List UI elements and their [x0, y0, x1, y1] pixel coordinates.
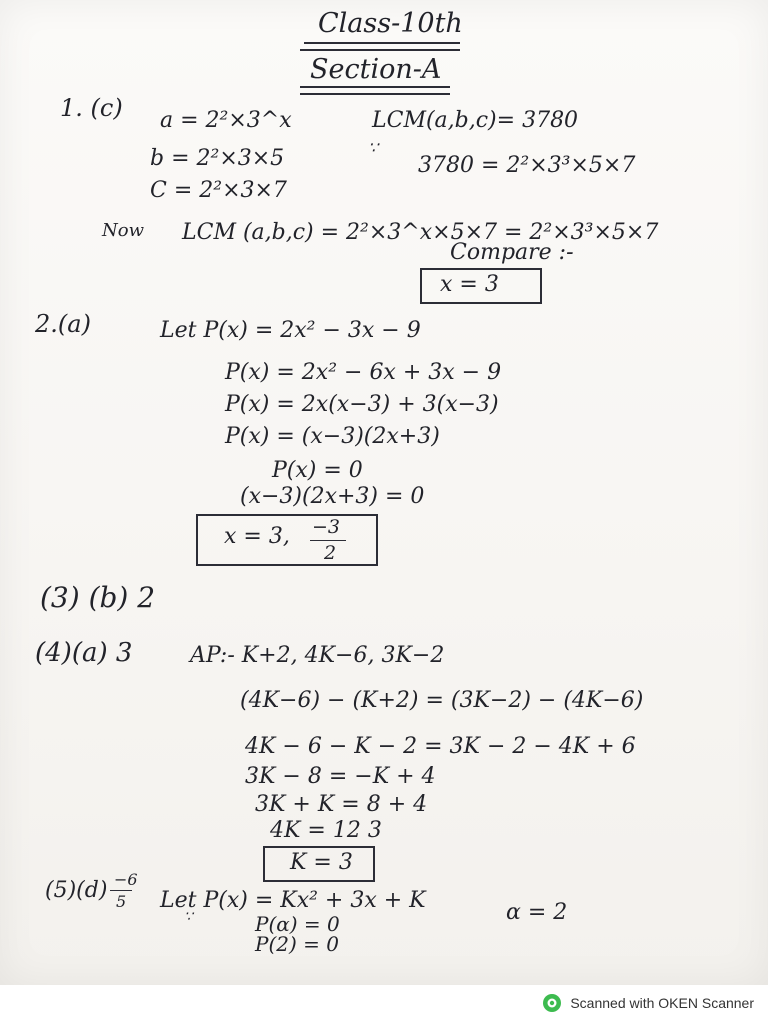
q4-line-2: 4K − 6 − K − 2 = 3K − 2 − 4K + 6 [245, 734, 636, 759]
q5-label: (5)(d) [45, 878, 108, 903]
q2-line-6: (x−3)(2x+3) = 0 [240, 484, 425, 509]
q4-line-4: 3K + K = 8 + 4 [255, 792, 428, 817]
q2-line-1: Let P(x) = 2x² − 3x − 9 [160, 318, 421, 343]
q1-lcm-given: LCM(a,b,c)= 3780 [372, 108, 579, 133]
section-underline [300, 86, 450, 88]
q2-line-4: P(x) = (x−3)(2x+3) [225, 424, 440, 449]
q1-now-equation: LCM (a,b,c) = 2²×3^x×5×7 = 2²×3³×5×7 [182, 220, 659, 245]
section-heading: Section-A [310, 54, 442, 85]
q2-line-5: P(x) = 0 [272, 458, 363, 483]
section-underline-2 [300, 93, 450, 95]
q1-compare: Compare :- [450, 240, 574, 265]
q3-answer: (3) (b) 2 [40, 581, 156, 614]
q4-answer: K = 3 [290, 850, 353, 875]
q5-fraction-numerator: −6 [114, 870, 138, 889]
q4-label: (4)(a) 3 [35, 638, 133, 668]
q2-fraction-bar [310, 540, 346, 541]
q5-let-equation: Let P(x) = Kx² + 3x + K [160, 888, 426, 913]
q5-alpha: α = 2 [506, 900, 568, 925]
q1-therefore: ∵ [368, 138, 379, 157]
q5-line-1: P(α) = 0 [255, 912, 340, 936]
q1-now-label: Now [102, 220, 144, 241]
scanner-footer [0, 985, 768, 1024]
q5-fraction-denominator: 5 [116, 892, 127, 911]
q2-line-2: P(x) = 2x² − 6x + 3x − 9 [225, 360, 502, 385]
q2-answer-main: x = 3, [224, 524, 290, 549]
page-title: Class-10th [318, 8, 463, 39]
q2-label: 2.(a) [35, 310, 91, 338]
q4-ap: AP:- K+2, 4K−6, 3K−2 [190, 643, 445, 668]
q4-line-1: (4K−6) − (K+2) = (3K−2) − (4K−6) [240, 688, 644, 713]
scanner-footer-text: Scanned with OKEN Scanner [570, 995, 754, 1011]
q1-answer: x = 3 [440, 272, 499, 297]
q4-line-5: 4K = 12 3 [270, 818, 382, 843]
q1-line-a: a = 2²×3^x [160, 108, 292, 133]
q2-answer-numerator: −3 [312, 516, 341, 538]
q1-lcm-factor: 3780 = 2²×3³×5×7 [418, 153, 636, 178]
q5-line-2: P(2) = 0 [255, 932, 339, 956]
q1-label: 1. (c) [60, 94, 123, 122]
q4-line-3: 3K − 8 = −K + 4 [245, 764, 436, 789]
q2-answer-denominator: 2 [324, 542, 337, 564]
q1-line-b: b = 2²×3×5 [150, 146, 285, 171]
oken-scanner-logo-icon [542, 993, 562, 1013]
q2-line-3: P(x) = 2x(x−3) + 3(x−3) [225, 392, 499, 417]
q1-line-c: C = 2²×3×7 [150, 178, 287, 203]
q5-fraction-bar [110, 890, 132, 891]
title-underline-2 [300, 49, 460, 51]
title-underline [304, 42, 460, 44]
q5-therefore: ∵ [184, 909, 193, 925]
